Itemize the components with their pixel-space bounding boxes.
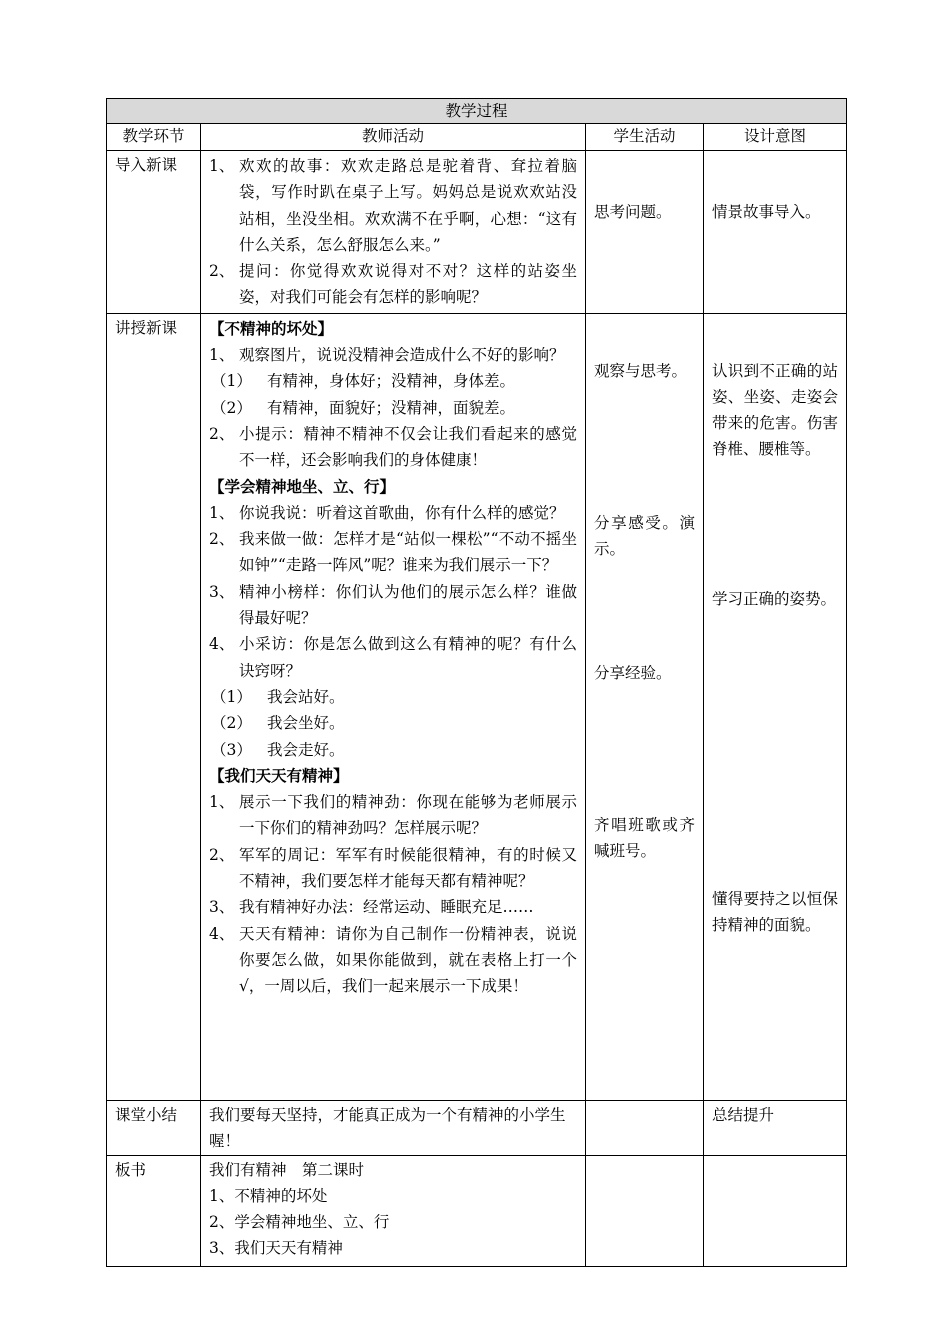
sub-item-text: 有精神，身体好；没精神，身体差。 [267, 372, 516, 391]
board-content [201, 1155, 586, 1266]
board-line: 2、学会精神地坐、立、行 [209, 1212, 390, 1231]
design-intent-board [704, 1155, 847, 1266]
table-row-summary [107, 1100, 847, 1155]
student-activity-summary [586, 1100, 704, 1155]
list-item [209, 789, 577, 842]
item-text: 我有精神好办法：经常运动、睡眠充足…… [239, 898, 534, 917]
student-note: 分享经验。 [594, 663, 672, 682]
teacher-activity-summary: 我们要每天坚持，才能真正成为一个有精神的小学生喔！ [201, 1100, 586, 1155]
header-student-activity: 学生活动 [586, 124, 704, 151]
sub-item-number: （2） [211, 398, 252, 417]
sub-item [209, 710, 577, 736]
sub-item [209, 368, 577, 394]
list-item [209, 258, 577, 311]
table-title-row [107, 99, 847, 124]
sub-item-number: （1） [211, 372, 252, 391]
board-line: 1、不精神的坏处 [209, 1186, 328, 1205]
item-number: 2、 [209, 845, 235, 864]
item-number: 1、 [209, 503, 235, 522]
list-item [209, 342, 577, 368]
item-text: 小提示：精神不精神不仅会让我们看起来的感觉不一样，还会影响我们的身体健康！ [239, 424, 577, 470]
teaching-process-table [106, 98, 847, 1267]
board-line: 3、我们天天有精神 [209, 1238, 343, 1257]
list-item [209, 500, 577, 526]
intent-note: 懂得要持之以恒保持精神的面貌。 [712, 889, 839, 934]
item-text: 我来做一做：怎样才是“站似一棵松”“不动不摇坐如钟”“走路一阵风”呢？谁来为我们展示一下？ [239, 530, 577, 575]
board-line: 我们有精神 第二课时 [209, 1160, 365, 1179]
sub-item [209, 395, 577, 421]
intent-note: 认识到不正确的站姿、坐姿、走姿会带来的危害。伤害脊椎、腰椎等。 [712, 361, 839, 458]
header-teacher-activity: 教师活动 [201, 124, 586, 151]
sub-item [209, 737, 577, 763]
list-item [209, 579, 577, 632]
list-item [209, 631, 577, 684]
section-heading: 【不精神的坏处】 [209, 318, 334, 338]
student-note: 分享感受。演示。 [594, 513, 695, 558]
table-title: 教学过程 [107, 99, 847, 124]
header-stage: 教学环节 [107, 124, 201, 151]
list-item [209, 526, 577, 579]
stage-label-summary: 课堂小结 [107, 1100, 201, 1155]
intent-note: 情景故事导入。 [712, 203, 821, 221]
item-text: 观察图片，说说没精神会造成什么不好的影响？ [239, 346, 565, 365]
table-row-intro [107, 151, 847, 314]
item-number: 3、 [209, 582, 235, 601]
student-activity-new-lesson [586, 313, 704, 1100]
header-design-intent: 设计意图 [704, 124, 847, 151]
item-number: 2、 [209, 424, 235, 443]
item-text: 军军的周记：军军有时候能很精神，有的时候又不精神，我们要怎样才能每天都有精神呢？ [239, 845, 577, 891]
item-text: 精神小榜样：你们认为他们的展示怎么样？谁做得最好呢？ [239, 582, 577, 628]
item-text: 你说我说：听着这首歌曲，你有什么样的感觉？ [239, 503, 565, 522]
sub-item-text: 我会站好。 [267, 687, 345, 706]
item-number: 2、 [209, 530, 235, 549]
design-intent-new-lesson [704, 313, 847, 1100]
sub-item-number: （3） [211, 740, 252, 759]
student-note: 思考问题。 [594, 203, 672, 221]
design-intent-summary: 总结提升 [704, 1100, 847, 1155]
header-row [107, 124, 847, 151]
sub-item [209, 684, 577, 710]
list-item [209, 894, 577, 920]
student-note: 观察与思考。 [594, 361, 688, 380]
student-activity-board [586, 1155, 704, 1266]
sub-item-text: 我会坐好。 [267, 714, 345, 733]
item-number: 1、 [209, 157, 235, 175]
intent-note: 学习正确的姿势。 [712, 589, 837, 608]
item-text: 小采访：你是怎么做到这么有精神的呢？有什么诀窍呀？ [239, 635, 577, 680]
item-text: 提问：你觉得欢欢说得对不对？这样的站姿坐姿，对我们可能会有怎样的影响呢？ [239, 262, 577, 307]
item-number: 4、 [209, 635, 235, 654]
list-item [209, 842, 577, 895]
list-item [209, 921, 577, 1000]
student-activity-intro [586, 151, 704, 314]
item-number: 1、 [209, 793, 235, 812]
sub-item-number: （2） [211, 714, 252, 733]
sub-item-text: 有精神，面貌好；没精神，面貌差。 [267, 398, 516, 417]
teacher-activity-new-lesson [201, 313, 586, 1100]
sub-item-text: 我会走好。 [267, 740, 345, 759]
item-text: 欢欢的故事：欢欢走路总是驼着背、耷拉着脑袋，写作时趴在桌子上写。妈妈总是说欢欢站没站相，坐没坐相。欢欢满不在乎啊，心想：“这有什么关系，怎么舒服怎么来。” [239, 157, 577, 254]
item-number: 2、 [209, 262, 235, 281]
section-heading: 【我们天天有精神】 [209, 765, 349, 785]
item-number: 4、 [209, 924, 235, 943]
item-text: 天天有精神：请你为自己制作一份精神表，说说你要怎么做，如果你能做到，就在表格上打一个 √，一周以后，我们一起来展示一下成果！ [239, 924, 577, 996]
list-item [209, 153, 577, 258]
sub-item-number: （1） [211, 687, 252, 706]
item-number: 3、 [209, 898, 235, 917]
stage-label-intro: 导入新课 [107, 151, 201, 314]
table-row-new-lesson [107, 313, 847, 1100]
stage-label-new-lesson: 讲授新课 [107, 313, 201, 1100]
stage-label-board: 板书 [107, 1155, 201, 1266]
item-number: 1、 [209, 346, 235, 365]
design-intent-intro [704, 151, 847, 314]
table-row-board [107, 1155, 847, 1266]
item-text: 展示一下我们的精神劲：你现在能够为老师展示一下你们的精神劲吗？怎样展示呢？ [239, 793, 577, 838]
section-heading: 【学会精神地坐、立、行】 [209, 476, 396, 496]
teacher-activity-intro [201, 151, 586, 314]
student-note: 齐唱班歌或齐喊班号。 [594, 815, 695, 860]
list-item [209, 421, 577, 474]
